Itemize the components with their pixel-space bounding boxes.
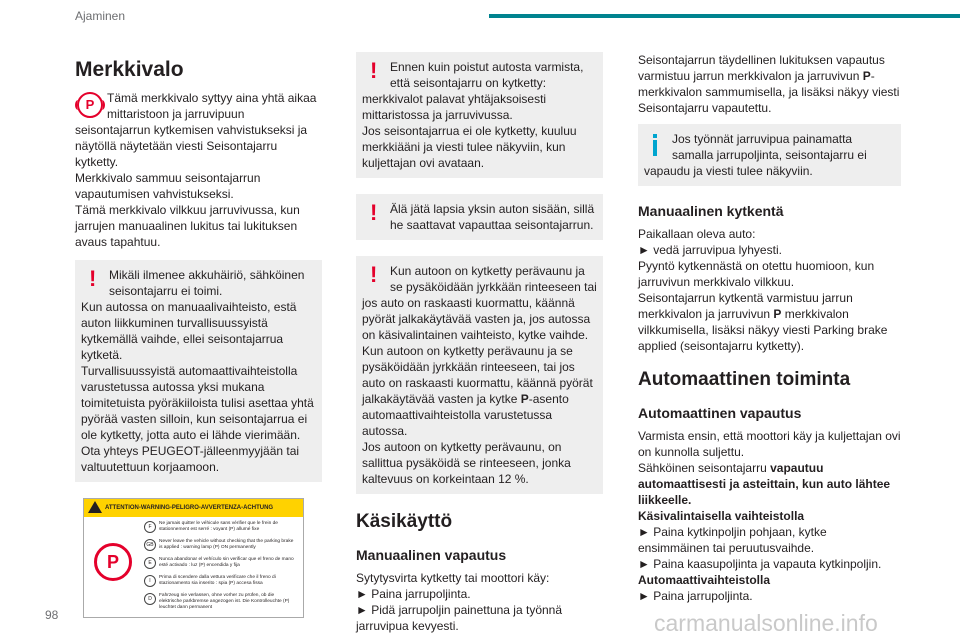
step: ► Paina jarrupoljinta. <box>356 587 471 601</box>
subheading: Automaattivaihteistolla <box>638 573 771 587</box>
warning-text: Kun autoon on kytketty perävaunu ja se pysäköidään jyrkkään rinteeseen, tai jos auto on raskaasti kuormattu, käännä pyörät jalkakäytävää vasten ja kytke P-asento automaattivaihteistolla varustetussa autossa. <box>362 344 593 438</box>
section-title-automaattinen: Automaattinen toiminta <box>638 369 851 390</box>
subheading: Käsivalintaisella vaihteistolla <box>638 509 805 523</box>
warning-text: Jos autoon on kytketty perävaunu, on sallittua pysäköidä se rinteeseen, jonka kaltevuus on korkeintaan 12 %. <box>362 440 571 486</box>
label-row: ENunca abandonar el vehículo sin verificar que el freno de mano esté activado : luz (P) encendida y fija <box>144 557 299 569</box>
running-header: Ajaminen <box>75 9 126 23</box>
warning-text: Ennen kuin poistut autosta varmista, että seisontajarru on kytketty: merkkivalot palavat yhtäjaksoisesti mittaristossa ja jarruvivussa. <box>362 60 584 122</box>
step: ► Paina jarrupoljinta. <box>638 589 753 603</box>
warning-exclamation-icon: ! <box>370 200 378 225</box>
warning-exclamation-icon: ! <box>370 58 378 83</box>
warning-text: Kun autossa on manuaalivaihteisto, estä auton liikkuminen turvallisuussyistä kytkemällä vaihde, ellei seisontajarrua kytketä. <box>81 300 297 362</box>
warning-label-image <box>83 498 304 618</box>
step: ► Paina kytkinpoljin pohjaan, kytke ensimmäinen tai peruutusvaihde. <box>638 525 827 555</box>
paragraph: Sähköinen seisontajarru vapautuu automaattisesti ja asteittain, kun auto lähtee liikkeelle. <box>638 461 891 507</box>
label-header: ATTENTION-WARNING-PELIGRO-AVVERTENZA-ACHTUNG <box>84 499 303 517</box>
label-row: DFahrzeug nie verlassen, ohne vorher zu prüfen, ob die elektrische parkbremse angezogen ist. Die Kontrolleuchte (P) leuchtet dann permanent <box>144 593 299 611</box>
warning-exclamation-icon: ! <box>89 266 97 291</box>
subsection-title: Manuaalinen kytkentä <box>638 203 784 219</box>
parking-brake-icon: P <box>77 92 103 118</box>
parking-brake-icon: P <box>94 543 132 581</box>
warning-exclamation-icon: ! <box>370 262 378 287</box>
label-row: GBNever leave the vehicle without checking that the parking brake is applied : warning lamp (P) ON permanently <box>144 539 299 551</box>
step: ► vedä jarruvipua lyhyesti. <box>638 243 782 257</box>
column-1 <box>75 52 322 618</box>
label-row: IPrima di scendere dalla vettura verificare che il freno di stazionamento sia inserito : spia (P) accesa fissa <box>144 575 299 587</box>
paragraph: Merkkivalo sammuu seisontajarrun vapautumisen vahvistukseksi. <box>75 171 261 201</box>
step: ► Paina kaasupoljinta ja vapauta kytkinpoljin. <box>638 557 882 571</box>
warning-box <box>356 194 603 240</box>
page-number: 98 <box>45 608 59 622</box>
paragraph: Sytytysvirta kytketty tai moottori käy: <box>356 571 550 585</box>
warning-box <box>356 256 603 494</box>
warning-text: Ota yhteys PEUGEOT-jälleenmyyjään tai valtuutettuun korjaamoon. <box>81 444 300 474</box>
warning-text: Jos seisontajarrua ei ole kytketty, kuuluu merkkiääni ja viesti tulee näkyviin, kun kuljettajan ovi avataan. <box>362 124 577 170</box>
subsection-title: Automaattinen vapautus <box>638 405 802 421</box>
column-3 <box>638 52 901 604</box>
paragraph: Paikallaan oleva auto: <box>638 227 756 241</box>
section-title-kasikaytto: Käsikäyttö <box>356 511 453 532</box>
header-accent-bar <box>489 14 960 18</box>
info-icon <box>644 131 668 159</box>
info-box <box>638 124 901 186</box>
paragraph: Tämä merkkivalo vilkkuu jarruvivussa, kun jarrujen manuaalinen lukitus tai lukituksen avaus tapahtuu. <box>75 203 300 249</box>
paragraph: Seisontajarrun täydellinen lukituksen vapautus varmistuu jarrun merkkivalon ja jarruvivun P-merkkivalon sammumisella, ja lisäksi näkyy viesti Seisontajarru vapautettu. <box>638 53 900 115</box>
warning-text: Älä jätä lapsia yksin auton sisään, sillä he saattavat vapauttaa seisontajarrun. <box>390 202 595 232</box>
warning-text: Kun autoon on kytketty perävaunu ja se pysäköidään jyrkkään rinteeseen tai jos auto on raskaasti kuormattu, käännä pyörät jalkakäytävää vasten ja, jos autossa on käsivalintainen vaihteisto, kytke vaihde. <box>362 264 597 342</box>
warning-triangle-icon <box>88 501 102 513</box>
info-text: Jos työnnät jarruvipua painamatta samalla jarrupoljinta, seisontajarru ei vapaudu ja viesti tulee näkyviin. <box>644 132 867 178</box>
paragraph: Varmista ensin, että moottori käy ja kuljettajan ovi on kunnolla suljettu. <box>638 429 901 459</box>
step: ► Pidä jarrupoljin painettuna ja työnnä jarruvipua kevyesti. <box>356 603 563 633</box>
label-row: FNe jamais quitter le véhicule sans vérifier que le frein de stationnement est serré : voyant (P) allumé fixe <box>144 521 299 533</box>
paragraph: Seisontajarrun kytkentä varmistuu jarrun merkkivalon ja jarruvivun P merkkivalon vilkkumisella, lisäksi näkyy viesti Parking brake applied (seisontajarru kytketty). <box>638 291 888 353</box>
column-2 <box>356 52 603 634</box>
warning-box <box>356 52 603 178</box>
section-title-merkkivalo: Merkkivalo <box>75 58 184 81</box>
paragraph: Tämä merkkivalo syttyy aina yhtä aikaa mittaristoon ja jarruvipuun seisontajarrun kytkemisen vahvistukseksi ja näytöllä näytetään viesti Seisontajarru kytketty. <box>75 91 317 169</box>
subsection-title: Manuaalinen vapautus <box>356 547 507 563</box>
warning-text: Mikäli ilmenee akkuhäiriö, sähköinen seisontajarru ei toimi. <box>109 268 305 298</box>
warning-box <box>75 260 322 482</box>
paragraph: Pyyntö kytkennästä on otettu huomioon, kun jarruvivun merkkivalo vilkkuu. <box>638 259 875 289</box>
warning-text: Turvallisuussyistä automaattivaihteistolla varustetussa autossa yksi mukana toimitetuista pyöräkiiloista tulisi asettaa yhtä pyörää vasten silloin, kun seisontajarrua ei ole kytketty, jotta auto ei lähde vierimään. <box>81 364 314 442</box>
watermark: carmanualsonline.info <box>654 610 878 636</box>
